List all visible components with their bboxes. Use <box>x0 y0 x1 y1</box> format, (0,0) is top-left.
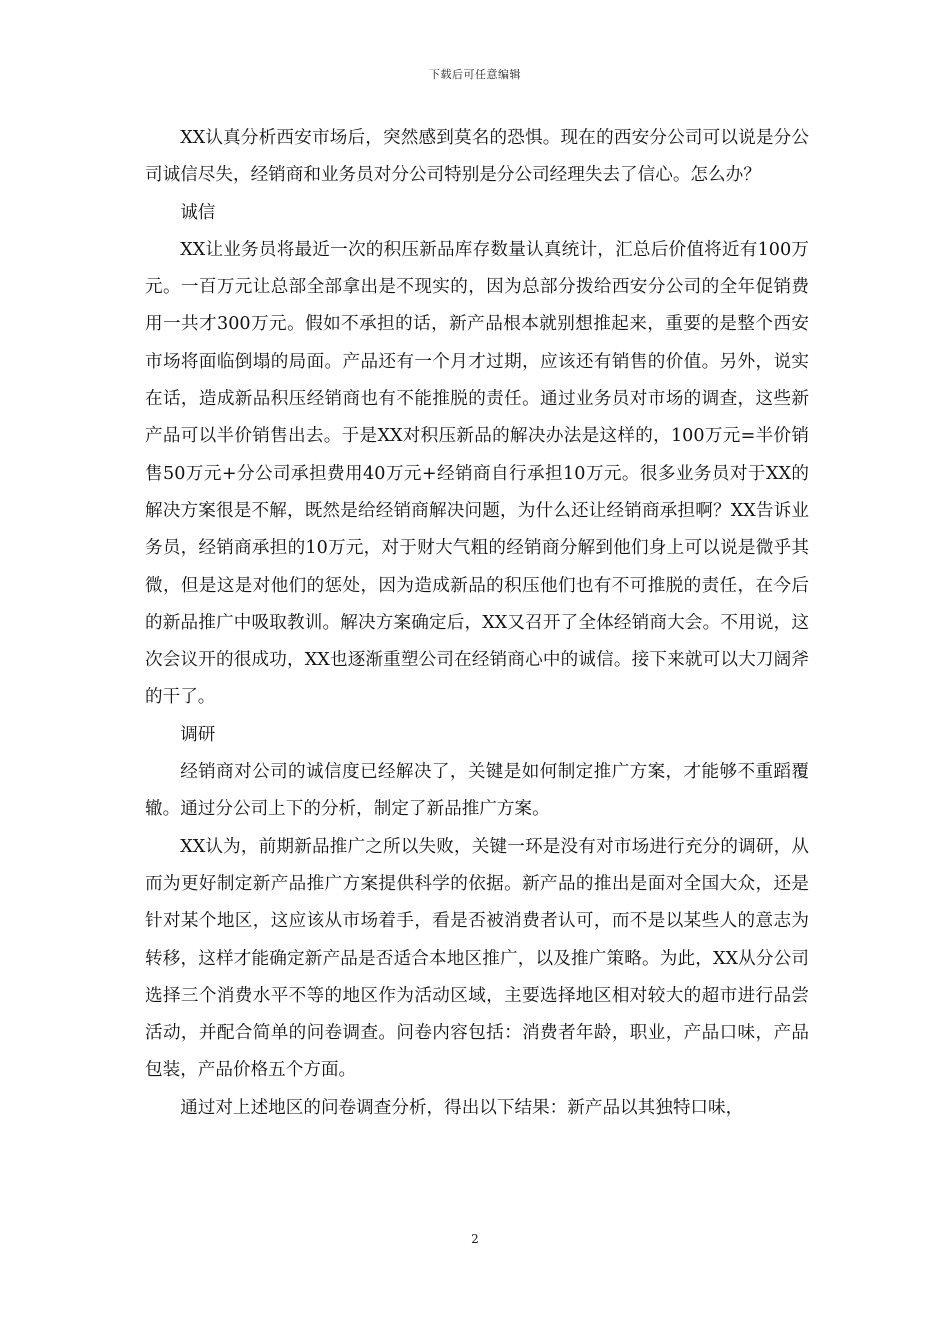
page-header: 下载后可任意编辑 <box>429 68 521 81</box>
section-heading-integrity: 诚信 <box>180 202 216 223</box>
paragraph: XX认为，前期新品推广之所以失败，关键一环是没有对市场进行充分的调研，从而为更好制定新产品推广方案提供科学的依据。新产品的推出是面对全国大众，还是针对某个地区，这应该从市场着手，看是否被消费者认可，而不是以某些人的意志为转移，这样才能确定新产品是否适合本地区推广，以及推广策略。为此，XX从分公司选择三个消费水平不等的地区作为活动区域，主要选择地区相对较大的超市进行品尝活动，并配合简单的问卷调查。问卷内容包括：消费者年龄，职业，产品口味，产品包装，产品价格五个方面。 <box>145 836 809 1081</box>
paragraph: 经销商对公司的诚信度已经解决了，关键是如何制定推广方案，才能够不重蹈覆辙。通过分公司上下的分析，制定了新品推广方案。 <box>145 762 809 820</box>
paragraph: XX认真分析西安市场后，突然感到莫名的恐惧。现在的西安分公司可以说是分公司诚信尽失，经销商和业务员对分公司特别是分公司经理失去了信心。怎么办？ <box>145 128 809 186</box>
paragraph: XX让业务员将最近一次的积压新品库存数量认真统计，汇总后价值将近有100万元。一百万元让总部全部拿出是不现实的，因为总部分拨给西安分公司的全年促销费用一共才300万元。假如不承担的话，新产品根本就别想推起来，重要的是整个西安市场将面临倒塌的局面。产品还有一个月才过期，应该还有销售的价值。另外，说实在话，造成新品积压经销商也有不能推脱的责任。通过业务员对市场的调查，这些新产品可以半价销售出去。于是XX对积压新品的解决办法是这样的，100万元=半价销售50万元+分公司承担费用40万元+经销商自行承担10万元。很多业务员对于XX的解决方案很是不解，既然是给经销商解决问题，为什么还让经销商承担啊？XX告诉业务员，经销商承担的10万元，对于财大气粗的经销商分解到他们身上可以说是微乎其微，但是这是对他们的惩处，因为造成新品的积压他们也有不可推脱的责任，在今后的新品推广中吸取教训。解决方案确定后，XX又召开了全体经销商大会。不用说，这次会议开的很成功，XX也逐渐重塑公司在经销商心中的诚信。接下来就可以大刀阔斧的干了。 <box>145 239 809 708</box>
document-body <box>145 120 809 1127</box>
page-number: 2 <box>471 1232 479 1246</box>
paragraph: 通过对上述地区的问卷调查分析，得出以下结果：新产品以其独特口味， <box>180 1097 744 1118</box>
section-heading-research: 调研 <box>180 724 216 745</box>
